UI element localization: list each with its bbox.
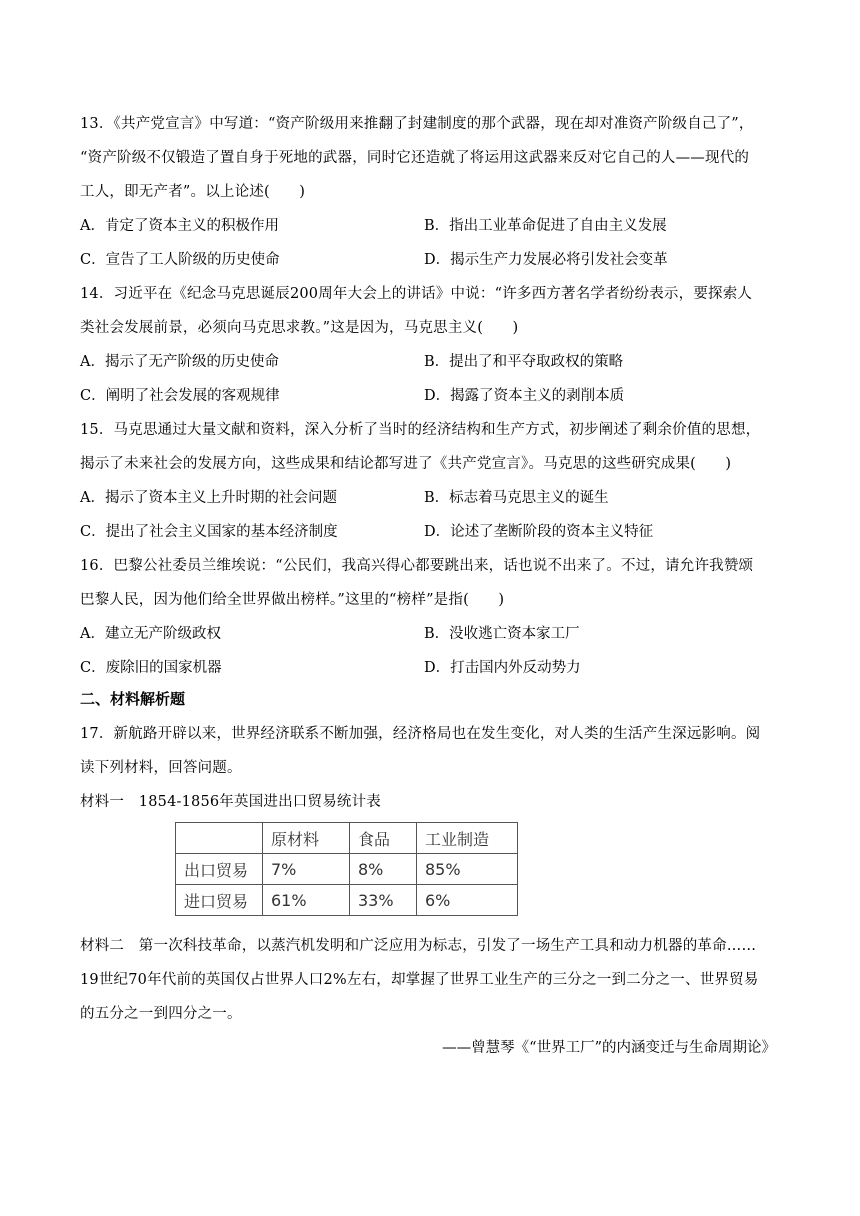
material2-line-3: 的五分之一到四分之一。 xyxy=(80,1006,242,1022)
q15-option-a: A．揭示了资本主义上升时期的社会问题 xyxy=(80,490,337,506)
q15-line-1: 15．马克思通过大量文献和资料，深入分析了当时的经济结构和生产方式，初步阐述了剩余价值的思想， xyxy=(80,422,761,438)
trade-statistics-table xyxy=(175,822,518,916)
q14-option-d: D．揭露了资本主义的剥削本质 xyxy=(424,388,625,404)
q13-line-1: 13．《共产党宣言》中写道：“资产阶级用来推翻了封建制度的那个武器，现在却对准资产阶级自己了”， xyxy=(80,116,754,132)
q13-line-3: 工人，即无产者”。以上论述( ) xyxy=(80,184,306,200)
q14-line-1: 14．习近平在《纪念马克思诞辰200周年大会上的讲话》中说：“许多西方著名学者纷纷表示，要探索人 xyxy=(80,286,753,302)
table-header-cell: 食品 xyxy=(350,823,417,854)
q17-line-2: 读下列材料，回答问题。 xyxy=(80,760,242,776)
q14-option-b: B．提出了和平夺取政权的策略 xyxy=(424,354,624,370)
table-header-row xyxy=(176,823,518,854)
table-header-cell: 原材料 xyxy=(263,823,350,854)
q13-option-a: A．肯定了资本主义的积极作用 xyxy=(80,218,279,234)
q15-line-2: 揭示了未来社会的发展方向，这些成果和结论都写进了《共产党宣言》。马克思的这些研究成果( ) xyxy=(80,456,732,472)
material2-line-2: 19世纪70年代前的英国仅占世界人口2%左右，却掌握了世界工业生产的三分之一到二分之一、世界贸易 xyxy=(80,972,759,988)
material2-source: ——曾慧琴《“世界工厂”的内涵变迁与生命周期论》 xyxy=(442,1040,776,1056)
q15-option-b: B．标志着马克思主义的诞生 xyxy=(424,490,609,506)
table-header-cell xyxy=(176,823,263,854)
q15-option-d: D．论述了垄断阶段的资本主义特征 xyxy=(424,524,654,540)
table-cell: 61% xyxy=(263,885,350,916)
section-heading: 二、材料解析题 xyxy=(80,690,186,708)
q16-line-1: 16．巴黎公社委员兰维埃说：“公民们，我高兴得心都要跳出来，话也说不出来了。不过，请允许我赞颂 xyxy=(80,558,754,574)
q17-line-1: 17．新航路开辟以来，世界经济联系不断加强，经济格局也在发生变化，对人类的生活产生深远影响。阅 xyxy=(80,726,761,742)
table-cell: 6% xyxy=(417,885,518,916)
q16-line-2: 巴黎人民，因为他们给全世界做出榜样。”这里的“榜样”是指( ) xyxy=(80,592,505,608)
table-row-label: 进口贸易 xyxy=(176,885,263,916)
q14-option-c: C．阐明了社会发展的客观规律 xyxy=(80,388,280,404)
table-row-label: 出口贸易 xyxy=(176,854,263,885)
q15-option-c: C．提出了社会主义国家的基本经济制度 xyxy=(80,524,338,540)
table-header-cell: 工业制造 xyxy=(417,823,518,854)
table-cell: 8% xyxy=(350,854,417,885)
q14-line-2: 类社会发展前景，必须向马克思求教。”这是因为，马克思主义( ) xyxy=(80,320,519,336)
q13-option-d: D．揭示生产力发展必将引发社会变革 xyxy=(424,252,668,268)
q16-option-a: A．建立无产阶级政权 xyxy=(80,626,221,642)
material1-title: 材料一 1854-1856年英国进出口贸易统计表 xyxy=(80,794,382,810)
q13-option-b: B．指出工业革命促进了自由主义发展 xyxy=(424,218,667,234)
q16-option-c: C．废除旧的国家机器 xyxy=(80,660,222,676)
q13-option-c: C．宣告了工人阶级的历史使命 xyxy=(80,252,280,268)
q16-option-d: D．打击国内外反动势力 xyxy=(424,660,581,676)
table-cell: 85% xyxy=(417,854,518,885)
table-cell: 7% xyxy=(263,854,350,885)
material2-line-1: 材料二 第一次科技革命，以蒸汽机发明和广泛应用为标志，引发了一场生产工具和动力机器的革命…… xyxy=(80,938,757,954)
table-cell: 33% xyxy=(350,885,417,916)
q13-line-2: “资产阶级不仅锻造了置自身于死地的武器，同时它还造就了将运用这武器来反对它自己的人——现代的 xyxy=(80,150,750,166)
table-row xyxy=(176,854,518,885)
q16-option-b: B．没收逃亡资本家工厂 xyxy=(424,626,580,642)
q14-option-a: A．揭示了无产阶级的历史使命 xyxy=(80,354,279,370)
table-row xyxy=(176,885,518,916)
